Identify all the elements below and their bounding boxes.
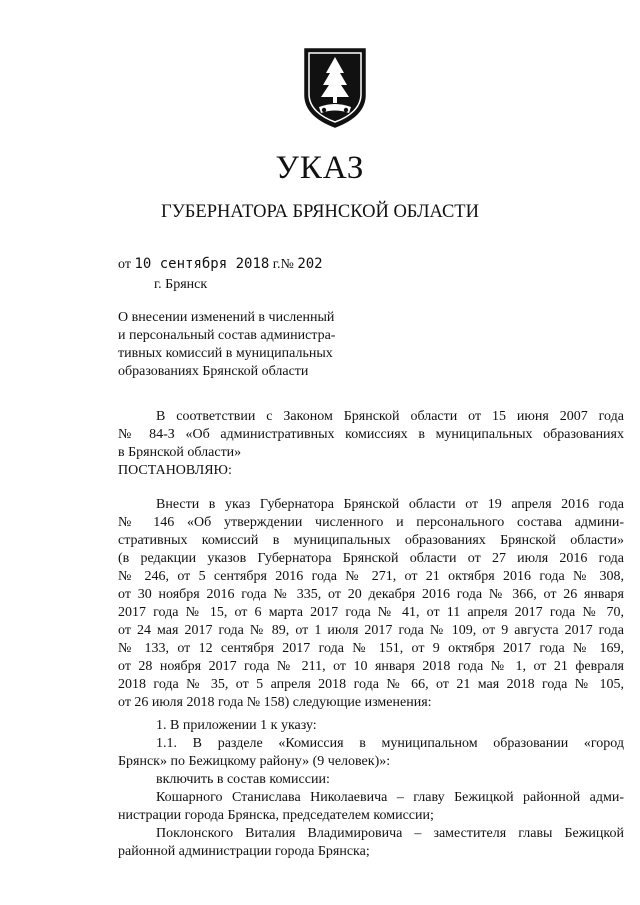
subject-line: и персональный состав администра-	[118, 328, 336, 343]
paragraph-line: Внести в указ Губернатора Брянской области от 19 апреля 2016 года	[156, 497, 624, 512]
preamble-paragraph	[118, 408, 624, 462]
item-1-1-line: 1.1. В разделе «Комиссия в муниципальном образовании «город	[156, 736, 624, 751]
person-line: районной администрации города Брянска;	[118, 844, 370, 859]
paragraph-line: № 133, от 12 сентября 2017 года № 151, от 9 октября 2017 года № 169,	[118, 641, 624, 656]
item-1: 1. В приложении 1 к указу:	[156, 718, 317, 733]
paragraph-line: 2018 года № 35, от 5 апреля 2018 года № 66, от 21 мая 2018 года № 105,	[118, 677, 624, 692]
decree-number: 202	[297, 256, 323, 272]
number-prefix: г.№	[272, 257, 294, 272]
amendments-section	[118, 717, 624, 861]
subject-line: образованиях Брянской области	[118, 364, 309, 379]
subject-block	[118, 309, 378, 381]
paragraph-line: № 246, от 5 сентября 2016 года № 271, от 21 октября 2016 года № 308,	[118, 569, 624, 584]
paragraph-line: от 30 ноября 2016 года № 335, от 20 декабря 2016 года № 366, от 26 января	[118, 587, 624, 602]
decree-word: ПОСТАНОВЛЯЮ:	[118, 463, 232, 478]
document-title: УКАЗ	[275, 150, 365, 186]
document-subtitle: ГУБЕРНАТОРА БРЯНСКОЙ ОБЛАСТИ	[161, 202, 479, 222]
subject-line: О внесении изменений в численный	[118, 310, 335, 325]
paragraph-line: в Брянской области»	[118, 445, 242, 460]
subject-line: тивных комиссий в муниципальных	[118, 346, 333, 361]
paragraph-line: (в редакции указов Губернатора Брянской области от 27 июля 2016 года	[118, 551, 624, 566]
date-line	[118, 255, 323, 274]
date-value: 10 сентября 2018	[134, 256, 270, 272]
date-prefix: от	[118, 257, 131, 272]
paragraph-line: № 84-З «Об административных комиссиях в муниципальных образованиях	[118, 427, 624, 442]
paragraph-line: стративных комиссий в муниципальных образованиях Брянской области»	[118, 533, 624, 548]
person-line: Поклонского Виталия Владимировича – заместителя главы Бежицкой	[156, 826, 624, 841]
paragraph-line: В соответствии с Законом Брянской области от 15 июня 2007 года	[156, 409, 624, 424]
person-line: Кошарного Станислава Николаевича – главу Бежицкой районной адми-	[156, 790, 624, 805]
include-line: включить в состав комиссии:	[156, 772, 330, 787]
paragraph-line: от 28 ноября 2017 года № 211, от 10 января 2018 года № 1, от 21 февраля	[118, 659, 624, 674]
coat-of-arms-icon	[299, 43, 371, 129]
paragraph-line: № 146 «Об утверждении численного и персонального состава админи-	[118, 515, 624, 530]
paragraph-line: 2017 года № 15, от 6 марта 2017 года № 41, от 11 апреля 2017 года № 70,	[118, 605, 624, 620]
paragraph-line: от 26 июля 2018 года № 158) следующие изменения:	[118, 695, 432, 710]
item-1-1-line: Брянск» по Бежицкому району» (9 человек)»:	[118, 754, 391, 769]
paragraph-line: от 24 мая 2017 года № 89, от 1 июля 2017 года № 109, от 9 августа 2017 года	[118, 623, 624, 638]
person-line: нистрации города Брянска, председателем комиссии;	[118, 808, 434, 823]
city-line: г. Брянск	[154, 277, 208, 292]
main-paragraph	[118, 496, 624, 712]
